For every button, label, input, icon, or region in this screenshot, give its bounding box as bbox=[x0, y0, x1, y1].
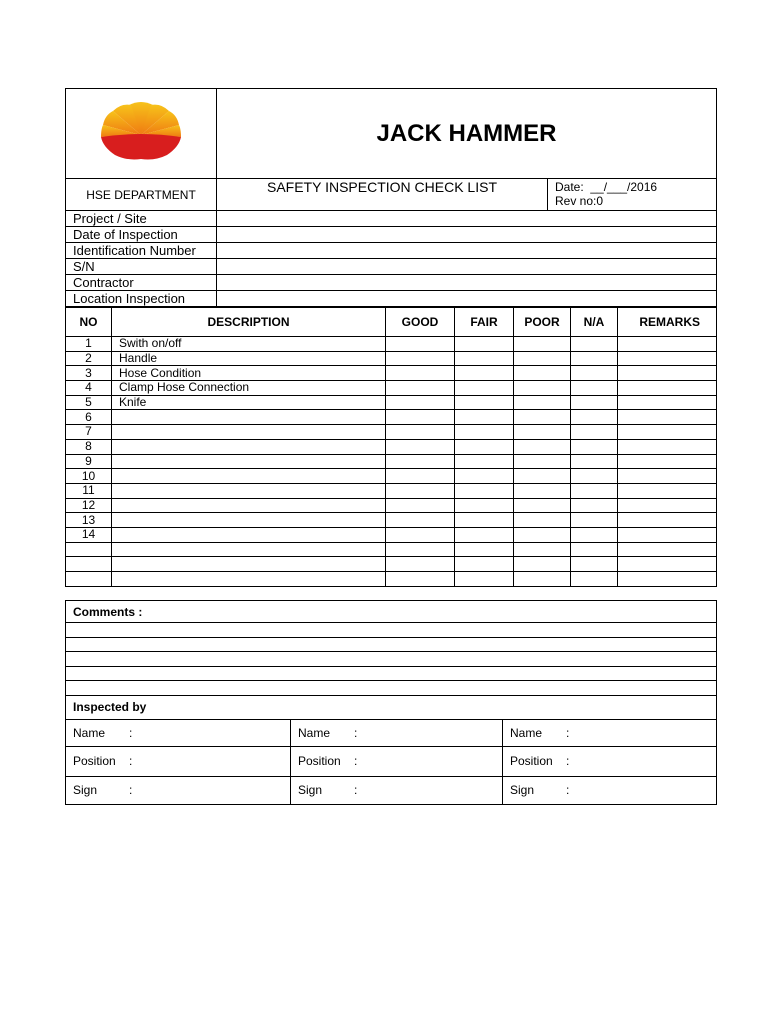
item-no: 6 bbox=[66, 410, 112, 425]
colon: : bbox=[566, 754, 570, 768]
na-cell[interactable] bbox=[571, 410, 618, 425]
table-row bbox=[66, 498, 717, 513]
item-no: 10 bbox=[66, 469, 112, 484]
colon: : bbox=[354, 754, 358, 768]
table-row bbox=[66, 572, 717, 587]
na-cell[interactable] bbox=[571, 542, 618, 557]
fair-cell[interactable] bbox=[455, 381, 514, 396]
item-description bbox=[112, 513, 386, 528]
remarks-cell[interactable] bbox=[618, 337, 717, 352]
remarks-cell[interactable] bbox=[618, 366, 717, 381]
table-row bbox=[66, 381, 717, 396]
na-cell[interactable] bbox=[571, 469, 618, 484]
colon: : bbox=[129, 754, 133, 768]
good-cell[interactable] bbox=[386, 513, 455, 528]
comments-label: Comments : bbox=[66, 601, 717, 623]
remarks-cell[interactable] bbox=[618, 381, 717, 396]
inspector-2-name[interactable] bbox=[291, 719, 503, 746]
colon: : bbox=[566, 783, 570, 797]
na-cell[interactable] bbox=[571, 557, 618, 572]
header-na: N/A bbox=[571, 308, 618, 337]
fair-cell[interactable] bbox=[455, 498, 514, 513]
table-row bbox=[66, 395, 717, 410]
fair-cell[interactable] bbox=[455, 557, 514, 572]
table-row bbox=[66, 366, 717, 381]
na-cell[interactable] bbox=[571, 439, 618, 454]
item-description: Swith on/off bbox=[112, 337, 386, 352]
header-good: GOOD bbox=[386, 308, 455, 337]
sign-label: Sign bbox=[510, 783, 535, 797]
good-cell[interactable] bbox=[386, 439, 455, 454]
remarks-cell[interactable] bbox=[618, 527, 717, 542]
table-row bbox=[66, 527, 717, 542]
comment-line[interactable] bbox=[66, 637, 717, 652]
item-description bbox=[112, 527, 386, 542]
comments-section bbox=[65, 600, 717, 805]
table-row bbox=[66, 439, 717, 454]
sign-label: Sign bbox=[298, 783, 323, 797]
poor-cell[interactable] bbox=[514, 542, 571, 557]
na-cell[interactable] bbox=[571, 483, 618, 498]
remarks-cell[interactable] bbox=[618, 572, 717, 587]
na-cell[interactable] bbox=[571, 395, 618, 410]
good-cell[interactable] bbox=[386, 410, 455, 425]
item-no bbox=[66, 557, 112, 572]
item-description: Clamp Hose Connection bbox=[112, 381, 386, 396]
colon: : bbox=[354, 783, 358, 797]
item-description bbox=[112, 454, 386, 469]
good-cell[interactable] bbox=[386, 483, 455, 498]
inspector-2-position[interactable] bbox=[291, 746, 503, 776]
header-fair: FAIR bbox=[455, 308, 514, 337]
info-value[interactable] bbox=[217, 275, 717, 291]
remarks-cell[interactable] bbox=[618, 425, 717, 440]
department-label: HSE DEPARTMENT bbox=[66, 179, 217, 211]
na-cell[interactable] bbox=[571, 366, 618, 381]
good-cell[interactable] bbox=[386, 366, 455, 381]
item-no: 1 bbox=[66, 337, 112, 352]
item-description bbox=[112, 439, 386, 454]
na-cell[interactable] bbox=[571, 454, 618, 469]
name-label: Name bbox=[73, 725, 106, 740]
item-description: Knife bbox=[112, 395, 386, 410]
remarks-cell[interactable] bbox=[618, 542, 717, 557]
poor-cell[interactable] bbox=[514, 454, 571, 469]
inspector-1-position[interactable] bbox=[66, 746, 291, 776]
fair-cell[interactable] bbox=[455, 513, 514, 528]
remarks-cell[interactable] bbox=[618, 557, 717, 572]
good-cell[interactable] bbox=[386, 527, 455, 542]
fair-cell[interactable] bbox=[455, 410, 514, 425]
table-row bbox=[66, 454, 717, 469]
table-row bbox=[66, 337, 717, 352]
table-row bbox=[66, 410, 717, 425]
good-cell[interactable] bbox=[386, 395, 455, 410]
inspector-2-sign[interactable] bbox=[291, 776, 503, 804]
item-description bbox=[112, 542, 386, 557]
remarks-cell[interactable] bbox=[618, 454, 717, 469]
inspector-3-position[interactable] bbox=[503, 746, 717, 776]
colon: : bbox=[354, 725, 358, 740]
header-no: NO bbox=[66, 308, 112, 337]
item-no: 3 bbox=[66, 366, 112, 381]
comment-line[interactable] bbox=[66, 652, 717, 667]
info-label: Identification Number bbox=[66, 243, 217, 259]
na-cell[interactable] bbox=[571, 572, 618, 587]
good-cell[interactable] bbox=[386, 425, 455, 440]
logo-cell bbox=[66, 89, 217, 179]
fair-cell[interactable] bbox=[455, 454, 514, 469]
item-no: 7 bbox=[66, 425, 112, 440]
info-value[interactable] bbox=[217, 259, 717, 275]
colon: : bbox=[566, 725, 570, 740]
fair-cell[interactable] bbox=[455, 337, 514, 352]
na-cell[interactable] bbox=[571, 351, 618, 366]
inspector-3-sign[interactable] bbox=[503, 776, 717, 804]
inspector-1-name[interactable] bbox=[66, 719, 291, 746]
na-cell[interactable] bbox=[571, 513, 618, 528]
remarks-cell[interactable] bbox=[618, 410, 717, 425]
remarks-cell[interactable] bbox=[618, 483, 717, 498]
fair-cell[interactable] bbox=[455, 527, 514, 542]
item-description: Handle bbox=[112, 351, 386, 366]
info-value[interactable] bbox=[217, 243, 717, 259]
item-no: 14 bbox=[66, 527, 112, 542]
form-header bbox=[65, 88, 717, 307]
comment-line[interactable] bbox=[66, 623, 717, 638]
remarks-cell[interactable] bbox=[618, 513, 717, 528]
good-cell[interactable] bbox=[386, 572, 455, 587]
info-label: Location Inspection bbox=[66, 291, 217, 307]
poor-cell[interactable] bbox=[514, 381, 571, 396]
item-description bbox=[112, 425, 386, 440]
fair-cell[interactable] bbox=[455, 395, 514, 410]
good-cell[interactable] bbox=[386, 557, 455, 572]
poor-cell[interactable] bbox=[514, 572, 571, 587]
item-no bbox=[66, 572, 112, 587]
remarks-cell[interactable] bbox=[618, 498, 717, 513]
info-value[interactable] bbox=[217, 227, 717, 243]
position-label: Position bbox=[73, 754, 116, 768]
item-no: 2 bbox=[66, 351, 112, 366]
good-cell[interactable] bbox=[386, 337, 455, 352]
table-row bbox=[66, 351, 717, 366]
item-no: 5 bbox=[66, 395, 112, 410]
form-title: JACK HAMMER bbox=[217, 89, 717, 179]
item-description: Hose Condition bbox=[112, 366, 386, 381]
poor-cell[interactable] bbox=[514, 498, 571, 513]
table-row bbox=[66, 513, 717, 528]
remarks-cell[interactable] bbox=[618, 351, 717, 366]
colon: : bbox=[129, 725, 133, 740]
table-row bbox=[66, 542, 717, 557]
checklist-title: SAFETY INSPECTION CHECK LIST bbox=[217, 179, 548, 211]
inspected-by-label: Inspected by bbox=[66, 695, 717, 719]
fair-cell[interactable] bbox=[455, 425, 514, 440]
poor-cell[interactable] bbox=[514, 557, 571, 572]
remarks-cell[interactable] bbox=[618, 439, 717, 454]
good-cell[interactable] bbox=[386, 469, 455, 484]
item-no: 8 bbox=[66, 439, 112, 454]
info-label: Project / Site bbox=[66, 211, 217, 227]
info-value[interactable] bbox=[217, 211, 717, 227]
position-label: Position bbox=[298, 754, 341, 768]
good-cell[interactable] bbox=[386, 542, 455, 557]
item-no: 12 bbox=[66, 498, 112, 513]
fair-cell[interactable] bbox=[455, 572, 514, 587]
colon: : bbox=[129, 783, 133, 797]
item-no: 4 bbox=[66, 381, 112, 396]
comment-line[interactable] bbox=[66, 666, 717, 681]
checklist-body bbox=[66, 337, 717, 587]
fair-cell[interactable] bbox=[455, 439, 514, 454]
date-rev-cell bbox=[548, 179, 717, 211]
item-description bbox=[112, 483, 386, 498]
good-cell[interactable] bbox=[386, 381, 455, 396]
na-cell[interactable] bbox=[571, 381, 618, 396]
info-label: S/N bbox=[66, 259, 217, 275]
date-field[interactable]: Date: __/___/2016 bbox=[555, 180, 658, 194]
poor-cell[interactable] bbox=[514, 337, 571, 352]
remarks-cell[interactable] bbox=[618, 469, 717, 484]
name-label: Name bbox=[298, 725, 331, 740]
item-description bbox=[112, 410, 386, 425]
position-label: Position bbox=[510, 754, 553, 768]
na-cell[interactable] bbox=[571, 527, 618, 542]
good-cell[interactable] bbox=[386, 351, 455, 366]
table-row bbox=[66, 425, 717, 440]
comment-line[interactable] bbox=[66, 681, 717, 696]
fair-cell[interactable] bbox=[455, 542, 514, 557]
checklist-table bbox=[65, 307, 717, 587]
name-label: Name bbox=[510, 725, 543, 740]
fair-cell[interactable] bbox=[455, 483, 514, 498]
poor-cell[interactable] bbox=[514, 425, 571, 440]
item-description bbox=[112, 498, 386, 513]
item-description bbox=[112, 572, 386, 587]
poor-cell[interactable] bbox=[514, 469, 571, 484]
inspector-3-name[interactable] bbox=[503, 719, 717, 746]
item-no: 11 bbox=[66, 483, 112, 498]
item-no bbox=[66, 542, 112, 557]
item-description bbox=[112, 469, 386, 484]
poor-cell[interactable] bbox=[514, 351, 571, 366]
poor-cell[interactable] bbox=[514, 527, 571, 542]
header-description: DESCRIPTION bbox=[112, 308, 386, 337]
good-cell[interactable] bbox=[386, 454, 455, 469]
poor-cell[interactable] bbox=[514, 483, 571, 498]
na-cell[interactable] bbox=[571, 498, 618, 513]
fair-cell[interactable] bbox=[455, 366, 514, 381]
sun-logo-icon bbox=[99, 101, 183, 163]
info-label: Contractor bbox=[66, 275, 217, 291]
poor-cell[interactable] bbox=[514, 366, 571, 381]
poor-cell[interactable] bbox=[514, 439, 571, 454]
header-poor: POOR bbox=[514, 308, 571, 337]
info-value[interactable] bbox=[217, 291, 717, 307]
poor-cell[interactable] bbox=[514, 410, 571, 425]
na-cell[interactable] bbox=[571, 425, 618, 440]
poor-cell[interactable] bbox=[514, 513, 571, 528]
fair-cell[interactable] bbox=[455, 469, 514, 484]
header-remarks: REMARKS bbox=[618, 308, 717, 337]
na-cell[interactable] bbox=[571, 337, 618, 352]
info-label: Date of Inspection bbox=[66, 227, 217, 243]
poor-cell[interactable] bbox=[514, 395, 571, 410]
table-row bbox=[66, 469, 717, 484]
table-row bbox=[66, 483, 717, 498]
good-cell[interactable] bbox=[386, 498, 455, 513]
sign-label: Sign bbox=[73, 783, 98, 797]
remarks-cell[interactable] bbox=[618, 395, 717, 410]
table-row bbox=[66, 557, 717, 572]
item-no: 9 bbox=[66, 454, 112, 469]
fair-cell[interactable] bbox=[455, 351, 514, 366]
inspector-1-sign[interactable] bbox=[66, 776, 291, 804]
rev-field: Rev no:0 bbox=[555, 194, 604, 208]
item-no: 13 bbox=[66, 513, 112, 528]
item-description bbox=[112, 557, 386, 572]
